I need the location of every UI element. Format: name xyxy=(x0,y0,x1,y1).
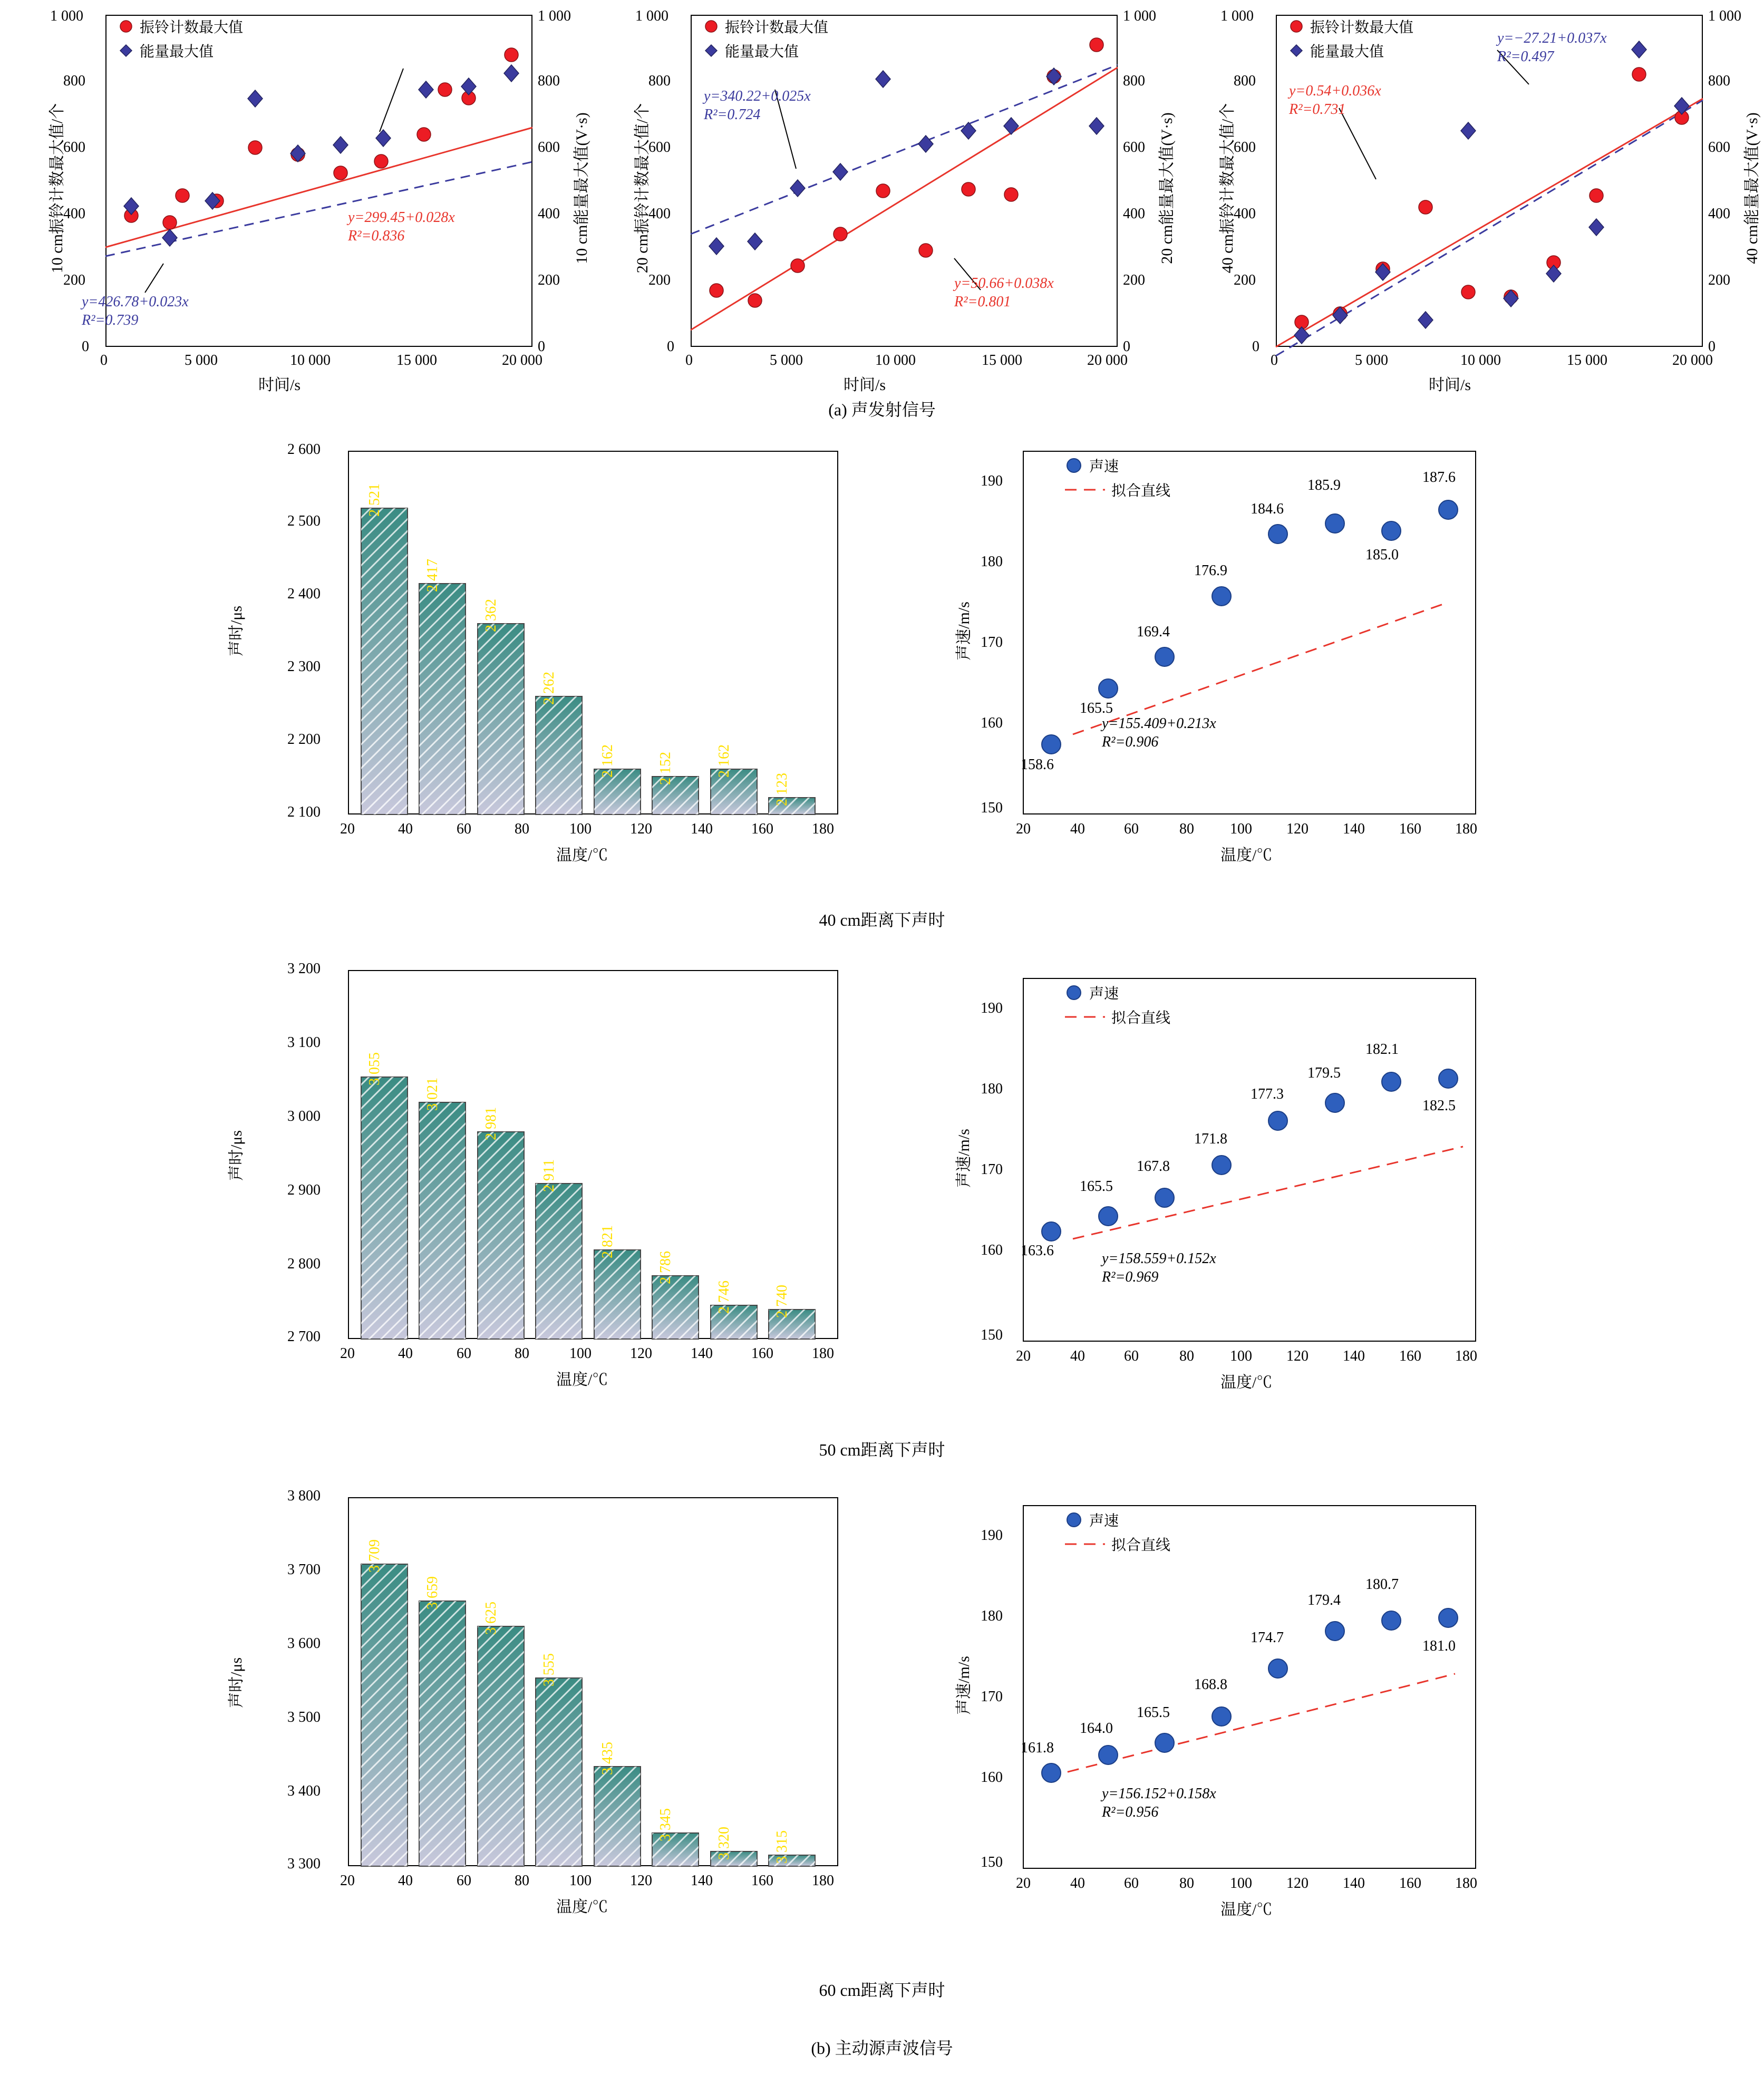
ytick-left: 0 xyxy=(1252,338,1259,355)
xtick: 15 000 xyxy=(982,352,1022,368)
ytick: 160 xyxy=(981,715,1003,731)
xtick: 120 xyxy=(1286,821,1309,837)
point-label: 174.7 xyxy=(1251,1630,1284,1646)
ytick: 180 xyxy=(981,1081,1003,1097)
legend-row-velocity xyxy=(1065,455,1170,476)
xtick: 140 xyxy=(691,1873,713,1889)
ytick: 180 xyxy=(981,1608,1003,1624)
xtick: 10 000 xyxy=(290,352,331,368)
caption-a: (a) 声发射信号 xyxy=(828,400,936,419)
xaxis-title: 温度/℃ xyxy=(1220,1901,1273,1918)
legend-label-ring: 振铃计数最大值 xyxy=(140,20,244,36)
xtick: 20 xyxy=(1016,821,1031,837)
xtick: 20 xyxy=(340,821,355,837)
chart-vel-40cm xyxy=(944,445,1534,867)
ytick: 170 xyxy=(981,1689,1003,1705)
ytick-left: 800 xyxy=(63,73,85,89)
ytick: 3 100 xyxy=(287,1034,321,1051)
bar-value-label: 2 786 xyxy=(657,1251,674,1284)
legend-row-ring xyxy=(1289,16,1413,37)
legend-row-ring xyxy=(119,16,243,37)
bar-value-label: 2 911 xyxy=(541,1159,557,1192)
ytick: 2 100 xyxy=(287,804,321,820)
ytick-right: 0 xyxy=(1708,338,1715,355)
xtick: 15 000 xyxy=(396,352,437,368)
point-label: 177.3 xyxy=(1251,1086,1284,1102)
xaxis-title: 温度/℃ xyxy=(1220,847,1273,864)
xtick: 100 xyxy=(569,821,592,837)
ytick-left: 0 xyxy=(667,338,674,355)
point-label: 163.6 xyxy=(1021,1243,1054,1259)
xaxis-title: 时间/s xyxy=(1429,376,1471,394)
ytick-right: 0 xyxy=(1123,338,1130,355)
xtick: 160 xyxy=(1399,821,1421,837)
ytick-left: 400 xyxy=(63,206,85,222)
point-label: 176.9 xyxy=(1194,562,1227,579)
xtick: 10 000 xyxy=(1460,352,1501,368)
xtick: 60 xyxy=(1124,1875,1139,1892)
xtick: 60 xyxy=(457,821,471,837)
legend-row-fitline xyxy=(1065,479,1170,500)
fit-eq-text: y=50.66+0.038x xyxy=(954,275,1054,292)
point-label: 169.4 xyxy=(1137,624,1170,640)
point-label: 185.9 xyxy=(1307,477,1341,493)
xtick: 80 xyxy=(1179,1348,1194,1364)
bar-value-label: 3 555 xyxy=(541,1653,557,1686)
xtick: 40 xyxy=(398,1873,413,1889)
caption-50cm: 50 cm距离下声时 xyxy=(819,1440,945,1459)
yaxis-title: 声时/μs xyxy=(228,605,245,657)
point-label: 164.0 xyxy=(1080,1720,1113,1737)
yaxis-title-right: 20 cm能量最大值(V·s) xyxy=(1158,112,1176,264)
fit-eq-text: y=340.22+0.025x xyxy=(704,88,811,104)
chart-ae-10cm xyxy=(32,5,590,394)
ytick: 2 800 xyxy=(287,1256,321,1272)
xtick: 140 xyxy=(691,821,713,837)
point-label: 182.5 xyxy=(1422,1098,1456,1114)
chart-vel-50cm xyxy=(944,973,1534,1394)
point-label: 179.5 xyxy=(1307,1065,1341,1081)
yaxis-title: 声速/m/s xyxy=(955,1656,973,1715)
ytick: 3 600 xyxy=(287,1635,321,1652)
xtick: 120 xyxy=(1286,1348,1309,1364)
xtick: 5 000 xyxy=(185,352,218,368)
yaxis-title: 声速/m/s xyxy=(955,602,973,661)
xtick: 100 xyxy=(1230,1348,1252,1364)
fit-equation xyxy=(1102,714,1216,751)
yaxis-title: 声时/μs xyxy=(228,1657,245,1709)
ytick-right: 400 xyxy=(1708,206,1730,222)
ytick: 180 xyxy=(981,554,1003,570)
ytick-left: 1 000 xyxy=(635,8,668,24)
xaxis-title: 温度/℃ xyxy=(556,847,608,864)
ytick: 170 xyxy=(981,1161,1003,1178)
legend-label-fitline: 拟合直线 xyxy=(1111,483,1171,499)
ytick-left: 600 xyxy=(648,139,671,156)
legend-label-fitline: 拟合直线 xyxy=(1111,1010,1171,1026)
point-label: 165.5 xyxy=(1137,1704,1170,1721)
xtick: 15 000 xyxy=(1567,352,1607,368)
ytick-right: 800 xyxy=(538,73,560,89)
ytick: 150 xyxy=(981,800,1003,816)
legend-label-fitline: 拟合直线 xyxy=(1111,1537,1171,1554)
xtick: 80 xyxy=(515,1873,529,1889)
xtick: 120 xyxy=(1286,1875,1309,1892)
chart-bar-50cm xyxy=(206,961,875,1397)
point-label: 180.7 xyxy=(1365,1576,1399,1593)
legend-label-ring: 振铃计数最大值 xyxy=(725,20,829,36)
fit-eq-text: y=155.409+0.213x xyxy=(1102,715,1216,732)
fit-eq-text: y=299.45+0.028x xyxy=(348,209,455,226)
fit-equation-blue xyxy=(82,293,189,329)
vel-50cm-svg xyxy=(944,973,1534,1394)
ytick: 3 400 xyxy=(287,1783,321,1799)
yaxis-title-right: 40 cm能量最大值(V·s) xyxy=(1743,112,1761,264)
ytick: 3 200 xyxy=(287,961,321,977)
xtick: 120 xyxy=(630,1873,652,1889)
point-label: 165.5 xyxy=(1080,1178,1113,1195)
xtick: 80 xyxy=(1179,1875,1194,1892)
xtick: 180 xyxy=(1455,821,1477,837)
xtick: 0 xyxy=(100,352,108,368)
xtick: 60 xyxy=(457,1345,471,1362)
point-label: 185.0 xyxy=(1365,547,1399,563)
caption-60cm: 60 cm距离下声时 xyxy=(819,1981,945,2000)
bar-50cm-svg xyxy=(206,965,875,1397)
legend-vel-60cm xyxy=(1065,1509,1170,1558)
ytick-right: 200 xyxy=(1123,272,1145,288)
legend-vel-40cm xyxy=(1065,455,1170,503)
point-label: 161.8 xyxy=(1021,1740,1054,1756)
ytick: 3 800 xyxy=(287,1488,321,1504)
ytick-right: 1 000 xyxy=(538,8,571,24)
xtick: 100 xyxy=(1230,821,1252,837)
bar-value-label: 3 021 xyxy=(424,1078,441,1111)
point-label: 184.6 xyxy=(1251,501,1284,517)
fit-equation-blue xyxy=(1497,29,1607,66)
xtick: 140 xyxy=(1343,1875,1365,1892)
yaxis-title-left: 20 cm振铃计数最大值/个 xyxy=(634,103,651,274)
ytick: 2 400 xyxy=(287,586,321,602)
ytick-right: 800 xyxy=(1708,73,1730,89)
ytick: 160 xyxy=(981,1769,1003,1786)
legend-row-fitline xyxy=(1065,1534,1170,1555)
xtick: 80 xyxy=(515,1345,529,1362)
xtick: 20 xyxy=(340,1345,355,1362)
xtick: 40 xyxy=(398,821,413,837)
fit-eq-text: y=0.54+0.036x xyxy=(1289,83,1381,99)
ytick-right: 800 xyxy=(1123,73,1145,89)
point-label: 182.1 xyxy=(1365,1041,1399,1058)
bar-value-label: 2 821 xyxy=(599,1225,616,1258)
legend-row-fitline xyxy=(1065,1006,1170,1027)
xtick: 120 xyxy=(630,821,652,837)
xtick: 0 xyxy=(1271,352,1278,368)
ytick-right: 600 xyxy=(1123,139,1145,156)
ytick: 190 xyxy=(981,473,1003,489)
xtick: 100 xyxy=(1230,1875,1252,1892)
point-label: 165.5 xyxy=(1080,700,1113,716)
legend-vel-50cm xyxy=(1065,982,1170,1031)
fit-r2-text: R²=0.731 xyxy=(1289,101,1346,118)
ytick-right: 200 xyxy=(538,272,560,288)
ytick: 3 000 xyxy=(287,1108,321,1124)
fit-eq-text: y=426.78+0.023x xyxy=(82,294,189,310)
xaxis-title: 温度/℃ xyxy=(1220,1374,1273,1391)
ytick-left: 200 xyxy=(648,272,671,288)
xtick: 0 xyxy=(685,352,693,368)
xtick: 20 000 xyxy=(1087,352,1128,368)
fit-eq-text: y=−27.21+0.037x xyxy=(1497,30,1607,46)
fit-r2-text: R²=0.801 xyxy=(954,294,1011,310)
xaxis-title: 时间/s xyxy=(844,376,886,394)
xtick: 20 xyxy=(1016,1348,1031,1364)
xtick: 60 xyxy=(1124,821,1139,837)
yaxis-title-left: 10 cm振铃计数最大值/个 xyxy=(49,103,66,274)
ytick: 3 500 xyxy=(287,1709,321,1725)
point-label: 187.6 xyxy=(1422,469,1456,486)
yaxis-title: 声速/m/s xyxy=(955,1129,973,1188)
ytick-right: 600 xyxy=(538,139,560,156)
bar-value-label: 2 362 xyxy=(483,599,499,632)
legend-ae-10cm xyxy=(119,16,243,64)
ae-40cm-svg xyxy=(1202,5,1729,385)
ytick-left: 400 xyxy=(648,206,671,222)
point-label: 167.8 xyxy=(1137,1158,1170,1175)
point-label: 181.0 xyxy=(1422,1638,1456,1654)
xtick: 80 xyxy=(1179,821,1194,837)
xtick: 100 xyxy=(569,1873,592,1889)
ytick: 160 xyxy=(981,1242,1003,1258)
ytick-right: 600 xyxy=(1708,139,1730,156)
fit-r2-text: R²=0.956 xyxy=(1102,1804,1159,1820)
ytick-left: 800 xyxy=(1234,73,1256,89)
ytick: 2 300 xyxy=(287,658,321,675)
bar-value-label: 3 315 xyxy=(774,1830,790,1864)
ytick-right: 1 000 xyxy=(1708,8,1741,24)
legend-row-energy xyxy=(1289,40,1413,61)
fit-equation-red xyxy=(954,274,1054,311)
legend-row-velocity xyxy=(1065,1509,1170,1530)
ytick: 2 600 xyxy=(287,441,321,458)
legend-row-ring xyxy=(704,16,828,37)
bar-value-label: 3 345 xyxy=(657,1808,674,1841)
legend-label-ring: 振铃计数最大值 xyxy=(1310,20,1414,36)
fit-r2-text: R²=0.739 xyxy=(82,312,139,328)
fit-equation-red xyxy=(348,208,455,245)
fit-r2-text: R²=0.906 xyxy=(1102,734,1159,750)
xtick: 140 xyxy=(691,1345,713,1362)
ytick: 2 900 xyxy=(287,1182,321,1198)
point-label: 179.4 xyxy=(1307,1592,1341,1608)
bar-value-label: 2 740 xyxy=(774,1285,790,1318)
fit-r2-text: R²=0.836 xyxy=(348,228,405,244)
fit-eq-text: y=156.152+0.158x xyxy=(1102,1786,1216,1802)
chart-vel-60cm xyxy=(944,1500,1534,1922)
ytick-right: 400 xyxy=(538,206,560,222)
ytick-left: 400 xyxy=(1234,206,1256,222)
xtick: 40 xyxy=(1070,1348,1085,1364)
ae-20cm-svg xyxy=(617,5,1144,385)
legend-label-velocity: 声速 xyxy=(1089,459,1119,475)
ytick: 150 xyxy=(981,1854,1003,1870)
xaxis-title: 时间/s xyxy=(258,376,301,394)
ytick-left: 600 xyxy=(63,139,85,156)
point-label: 158.6 xyxy=(1021,756,1054,773)
ytick-left: 200 xyxy=(63,272,85,288)
fit-equation xyxy=(1102,1784,1216,1821)
bar-value-label: 3 659 xyxy=(424,1576,441,1609)
fit-equation xyxy=(1102,1249,1216,1286)
ytick: 2 200 xyxy=(287,731,321,748)
bar-value-label: 2 152 xyxy=(657,752,674,785)
yaxis-title-right: 10 cm能量最大值(V·s) xyxy=(573,112,590,264)
xtick: 120 xyxy=(630,1345,652,1362)
bar-value-label: 3 055 xyxy=(366,1052,383,1085)
bar-value-label: 2 521 xyxy=(366,483,383,517)
xtick: 180 xyxy=(812,1345,834,1362)
vel-60cm-svg xyxy=(944,1500,1534,1922)
legend-label-energy: 能量最大值 xyxy=(725,44,799,60)
legend-row-velocity xyxy=(1065,982,1170,1003)
xtick: 80 xyxy=(515,821,529,837)
legend-ae-20cm xyxy=(704,16,828,64)
legend-row-energy xyxy=(704,40,828,61)
xtick: 140 xyxy=(1343,821,1365,837)
xtick: 20 000 xyxy=(1672,352,1713,368)
xtick: 160 xyxy=(1399,1348,1421,1364)
ytick-right: 0 xyxy=(538,338,545,355)
xtick: 5 000 xyxy=(770,352,803,368)
ytick: 190 xyxy=(981,1527,1003,1544)
ytick-left: 800 xyxy=(648,73,671,89)
ytick: 190 xyxy=(981,1000,1003,1016)
xaxis-title: 温度/℃ xyxy=(556,1898,608,1916)
xtick: 40 xyxy=(1070,821,1085,837)
point-label: 171.8 xyxy=(1194,1131,1227,1147)
bar-value-label: 2 981 xyxy=(483,1107,499,1140)
xaxis-title: 温度/℃ xyxy=(556,1371,608,1389)
bar-value-label: 2 162 xyxy=(599,744,616,778)
ytick: 3 300 xyxy=(287,1856,321,1872)
ytick-left: 1 000 xyxy=(1220,8,1254,24)
xtick: 100 xyxy=(569,1345,592,1362)
xtick: 40 xyxy=(1070,1875,1085,1892)
ytick-left: 0 xyxy=(82,338,89,355)
ytick: 170 xyxy=(981,634,1003,651)
ytick-left: 200 xyxy=(1234,272,1256,288)
xtick: 20 000 xyxy=(502,352,542,368)
chart-bar-60cm xyxy=(206,1488,875,1924)
xtick: 160 xyxy=(751,1873,773,1889)
ytick: 2 500 xyxy=(287,513,321,529)
legend-ae-40cm xyxy=(1289,16,1413,64)
xtick: 60 xyxy=(457,1873,471,1889)
legend-label-energy: 能量最大值 xyxy=(140,44,214,60)
caption-40cm: 40 cm距离下声时 xyxy=(819,910,945,929)
ytick: 150 xyxy=(981,1327,1003,1343)
xtick: 180 xyxy=(1455,1875,1477,1892)
bar-value-label: 2 123 xyxy=(774,773,790,806)
xtick: 180 xyxy=(1455,1348,1477,1364)
chart-ae-20cm xyxy=(617,5,1176,394)
caption-b: (b) 主动源声波信号 xyxy=(811,2039,953,2058)
xtick: 60 xyxy=(1124,1348,1139,1364)
bar-value-label: 2 417 xyxy=(424,559,441,592)
xtick: 180 xyxy=(812,1873,834,1889)
vel-40cm-svg xyxy=(944,445,1534,867)
yaxis-title: 声时/μs xyxy=(228,1130,245,1181)
legend-label-energy: 能量最大值 xyxy=(1310,44,1384,60)
bar-value-label: 3 320 xyxy=(716,1827,732,1860)
xtick: 160 xyxy=(751,1345,773,1362)
xtick: 10 000 xyxy=(875,352,916,368)
bar-value-label: 2 162 xyxy=(716,744,732,778)
legend-label-velocity: 声速 xyxy=(1089,1513,1119,1529)
ytick: 2 700 xyxy=(287,1328,321,1345)
fit-r2-text: R²=0.969 xyxy=(1102,1269,1159,1285)
bar-value-label: 3 625 xyxy=(483,1602,499,1635)
ytick: 3 700 xyxy=(287,1561,321,1578)
bar-value-label: 3 435 xyxy=(599,1742,616,1775)
chart-ae-40cm xyxy=(1202,5,1761,394)
fit-equation-red xyxy=(1289,82,1381,119)
fit-equation-blue xyxy=(704,87,811,124)
ytick-left: 1 000 xyxy=(50,8,83,24)
ytick-right: 1 000 xyxy=(1123,8,1156,24)
fit-r2-text: R²=0.497 xyxy=(1497,49,1554,65)
xtick: 160 xyxy=(1399,1875,1421,1892)
fit-eq-text: y=158.559+0.152x xyxy=(1102,1250,1216,1267)
xtick: 20 xyxy=(1016,1875,1031,1892)
xtick: 160 xyxy=(751,821,773,837)
fit-r2-text: R²=0.724 xyxy=(704,106,761,123)
chart-bar-40cm xyxy=(206,441,875,867)
bar-value-label: 2 746 xyxy=(716,1281,732,1314)
bar-value-label: 2 262 xyxy=(541,672,557,705)
point-label: 168.8 xyxy=(1194,1676,1227,1693)
bar-value-label: 3 709 xyxy=(366,1539,383,1573)
legend-label-velocity: 声速 xyxy=(1089,986,1119,1002)
ytick-left: 600 xyxy=(1234,139,1256,156)
xtick: 5 000 xyxy=(1355,352,1388,368)
yaxis-title-left: 40 cm振铃计数最大值/个 xyxy=(1219,103,1236,274)
ytick-right: 200 xyxy=(1708,272,1730,288)
xtick: 180 xyxy=(812,821,834,837)
xtick: 40 xyxy=(398,1345,413,1362)
xtick: 20 xyxy=(340,1873,355,1889)
ytick-right: 400 xyxy=(1123,206,1145,222)
xtick: 140 xyxy=(1343,1348,1365,1364)
legend-row-energy xyxy=(119,40,243,61)
